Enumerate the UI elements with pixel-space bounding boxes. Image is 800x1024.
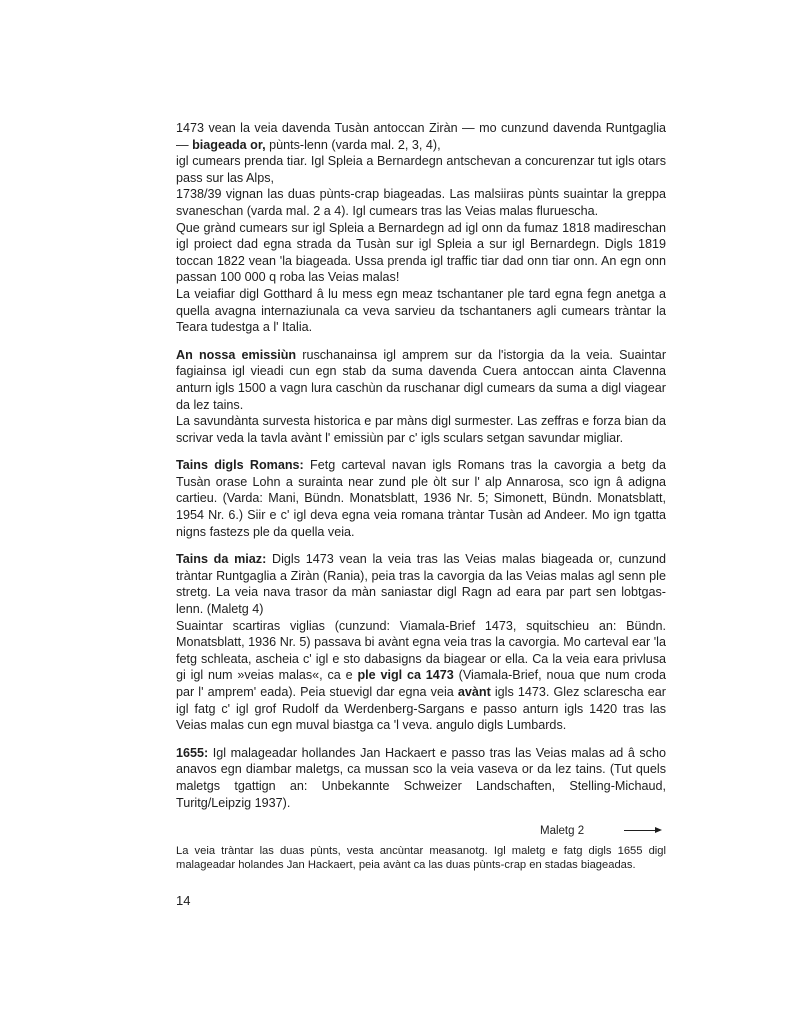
page-number: 14 (176, 893, 191, 908)
bold-run: avànt (457, 685, 491, 699)
text-run: 1738/39 vignan las duas pùnts-crap biageadas. Las malsiiras pùnts suaintar la greppa svaneschan (varda mal. 2 a 4). Igl cumears tras las Veias malas fluruescha. (176, 187, 666, 218)
paragraph (176, 457, 666, 540)
text-run: 1473 vean la veia davenda Tusàn antoccan Ziràn — mo cunzund davenda Runtgaglia — (176, 121, 666, 152)
text-run: Digls 1473 vean la veia tras las Veias malas biageada or, cunzund tràntar Runtgaglia a Ziràn (Rania), peia tras la cavorgia da las Veias malas agl senn ple stretg. La veia nava trasor da màn saniastar digl Ragn ad eara par part sen lobtgas-lenn. (Maletg 4) (176, 552, 666, 617)
text-run: igls 1473. Glez sclarescha ear igl fatg c' igl grof Rudolf da Werdenberg-Sargans e passo anturn igls 1420 tras las Veias malas cun egn muval biastga ca 'l veva. angulo digls Lumbards. (176, 685, 666, 733)
bold-run: biageada or, (192, 137, 266, 152)
bold-run: An nossa emissiùn (176, 347, 297, 362)
body-text (176, 120, 666, 811)
text-run: pùnts-lenn (varda mal. 2, 3, 4), (265, 137, 441, 152)
bold-run: ple vigl ca 1473 (357, 668, 454, 683)
paragraph (176, 286, 666, 336)
paragraph (176, 120, 666, 153)
text-run: ruschanainsa igl amprem sur da l'istorgia da la veia. Suaintar fagiainsa igl vieadi cun egn stab da suma davenda Cuera antoccan ainta Clavenna anturn igls 1500 a vagn lura caschùn da ruschanar digl cumears da suma a digl viagear da lez tains. (176, 347, 667, 412)
paragraph (176, 618, 666, 734)
bold-run: Tains digls Romans: (176, 458, 304, 473)
paragraph (176, 153, 666, 186)
paragraph (176, 220, 666, 286)
figure-reference-label: Maletg 2 (540, 825, 585, 837)
paragraph (176, 186, 666, 219)
figure-reference (540, 824, 670, 838)
bold-run: Tains da miaz: (176, 552, 267, 567)
paragraph (176, 347, 666, 413)
text-run: (Viamala-Brief, noua que num croda par l' amprem' eada). Peia stuevigl dar egna veia (176, 668, 666, 699)
text-run: Suaintar scartiras viglias (cunzund: Viamala-Brief 1473, squitschieu an: Bündn. Monatsblatt, 1936 Nr. 5) passava bi avànt egna veia tras la cavorgia. Mo carteval ear 'la fetg schleata, ascheia c' igl e sto dabasigns da biagear or ella. Ca la veia eara privlusa gi igl num »veias malas«, ca e (176, 618, 666, 683)
text-run: Que grànd cumears sur igl Spleia a Bernardegn ad igl onn da fumaz 1818 madireschan igl proiect dad egna strada da Tusàn sur igl Spleia a sur igl Bernardegn. Digls 1819 toccan 1822 vean 'la biageada. Ussa prenda igl traffic tiar dad onn tiar onn. An egn onn passan 100 000 q roba las Veias malas! (176, 220, 666, 285)
text-run: Fetg carteval navan igls Romans tras la cavorgia a betg da Tusàn orase Lohn a surainta near zund ple òlt sur l' alp Annarosa, sco ign â adigna cartieu. (Varda: Mani, Bündn. Monatsblatt, 1936 Nr. 5; Simonett, Bündn. Monatsblatt, 1954 Nr. 6.) Siir e c' igl deva egna veia romana tràntar Tusàn ad Andeer. Mo ign tgatta nigns fastezs ple da quella veia. (176, 458, 666, 539)
text-run: La savundànta survesta historica e par màns digl surmester. Las zeffras e forza bian da scrivar veda la tavla avànt l' emissiùn par c' igls sculars setgan savundar migliar. (176, 414, 666, 445)
paragraph (176, 551, 666, 617)
paragraph (176, 413, 666, 446)
arrow-right-icon (624, 830, 660, 831)
text-run: La veiafiar digl Gotthard â lu mess egn meaz tschantaner ple tard egna fegn anetga a quella avagna internaziunala ca veva sarvieu da tschantaners agli cumears tràntar la Teara tudestga a l' Italia. (176, 286, 666, 335)
paragraph (176, 745, 666, 811)
text-run: Igl malageadar hollandes Jan Hackaert e passo tras las Veias malas ad â scho anavos egn diambar maletgs, ca mussan sco la veia vaseva or da lez tains. (Tut quels maletgs tgattign an: Unbekannte Schweizer Landschaften, Stelling-Michaud, Turitg/Leipzig 1937). (176, 745, 666, 810)
figure-caption: La veia tràntar las duas pùnts, vesta ancùntar measanotg. Igl maletg e fatg digls 1655 digl malageadar holandes Jan Hackaert, peia avànt ca las duas pùnts-crap en stadas biageadas. (176, 845, 666, 871)
text-run: igl cumears prenda tiar. Igl Spleia a Bernardegn antschevan a concurenzar tut igls otars pass sur las Alps, (176, 154, 666, 185)
bold-run: 1655: (176, 745, 209, 760)
